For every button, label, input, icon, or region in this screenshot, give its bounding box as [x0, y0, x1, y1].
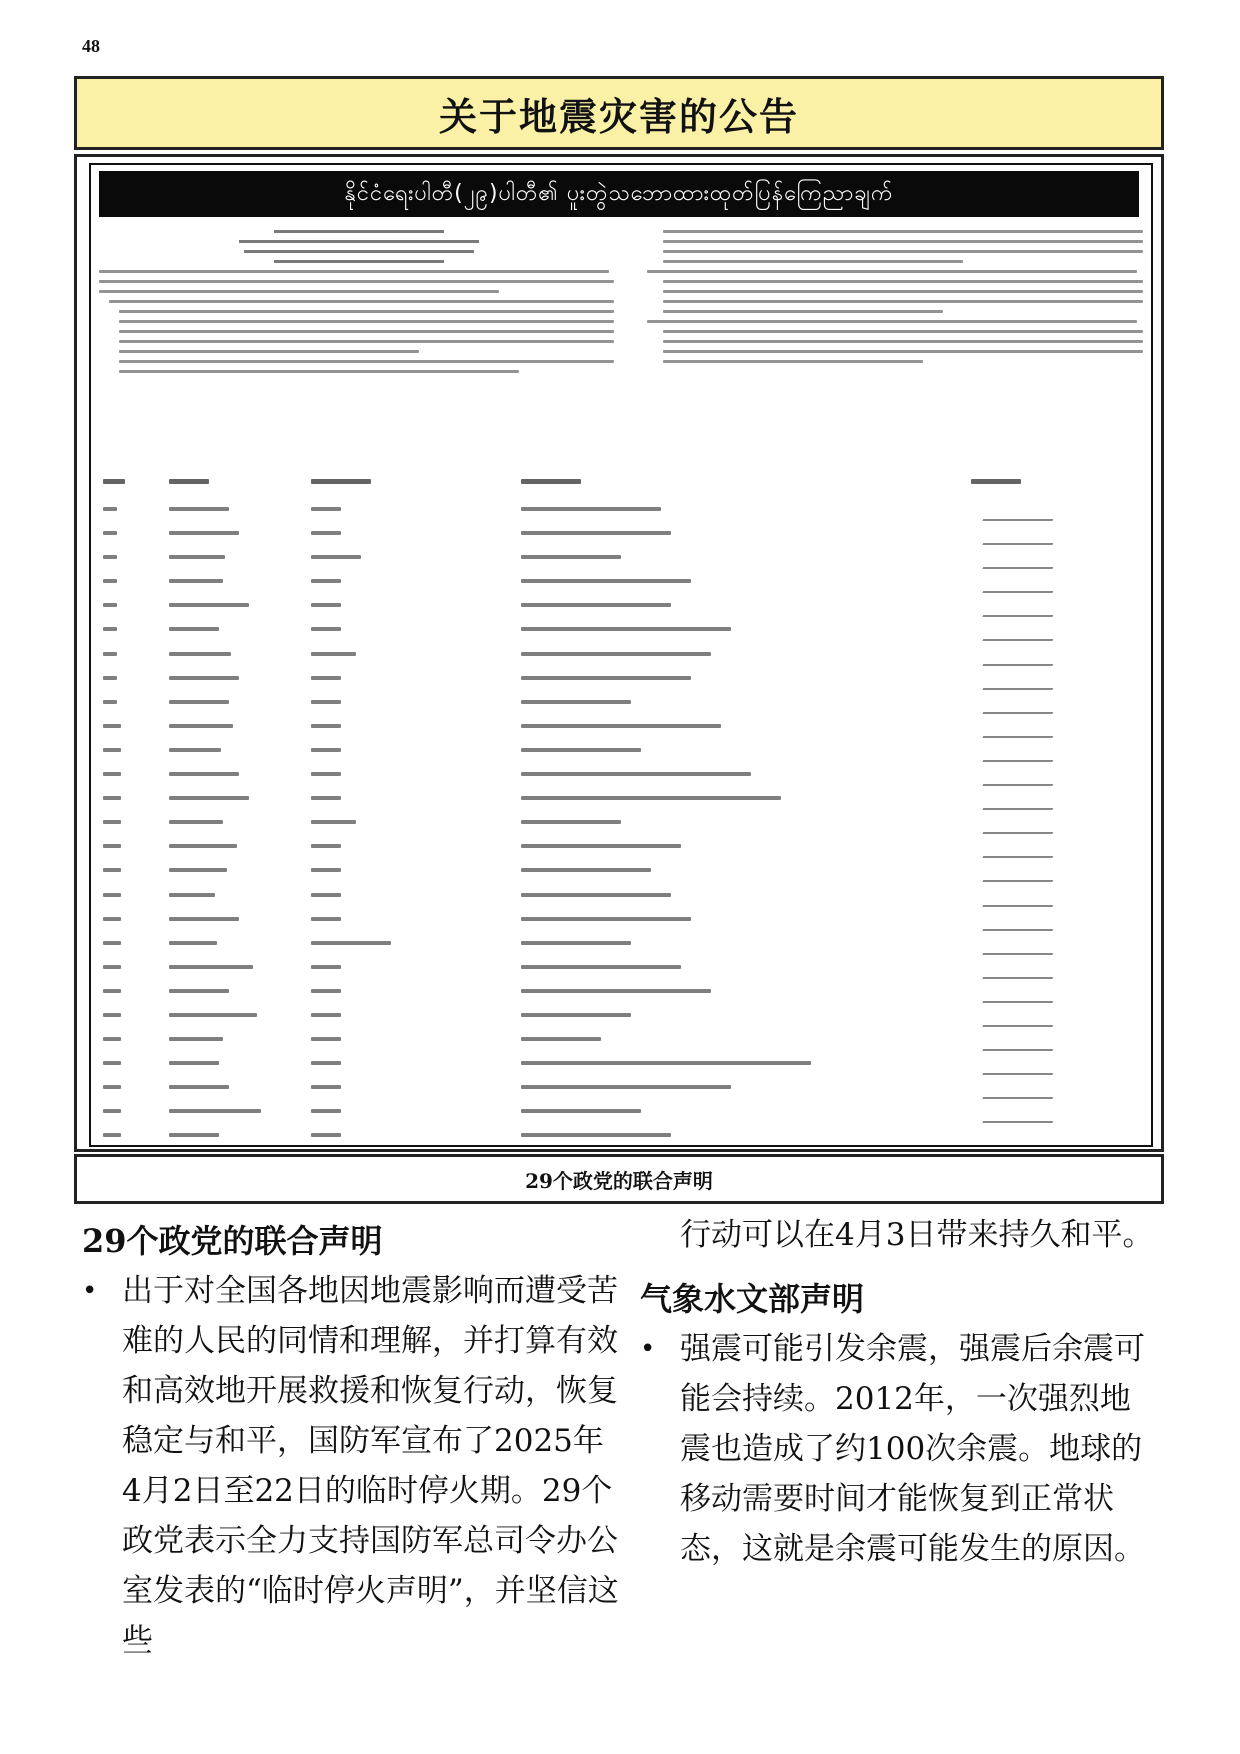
figure-caption: 29个政党的联合声明: [525, 1168, 713, 1193]
signature-mark: [982, 1103, 1061, 1123]
signature-mark: [982, 694, 1061, 714]
page-title: 关于地震灾害的公告: [438, 93, 799, 139]
scan-table-row: [91, 788, 1151, 812]
scan-table-row: [91, 812, 1151, 836]
signature-mark: [982, 549, 1061, 569]
section-heading-meteorology: 气象水文部声明: [640, 1280, 865, 1318]
scan-table-row: [91, 1125, 1151, 1147]
scan-table-row: [91, 1053, 1151, 1077]
scan-table-row: [91, 981, 1151, 1005]
signature-mark: [982, 959, 1061, 979]
bullet-icon: •: [640, 1334, 656, 1364]
signature-mark: [982, 790, 1061, 810]
signature-mark: [982, 1055, 1061, 1075]
scan-table-row: [91, 499, 1151, 523]
scan-table-row: [91, 909, 1151, 933]
article-left-column: [82, 1210, 622, 1666]
scan-table-row: [91, 860, 1151, 884]
signature-mark: [982, 718, 1061, 738]
signature-mark: [982, 525, 1061, 545]
scan-table-row: [91, 1101, 1151, 1125]
scanned-statement-image: [74, 154, 1164, 1152]
scan-table-row: [91, 764, 1151, 788]
scan-table-row: [91, 619, 1151, 643]
bullet-item-meteorology: [640, 1324, 1160, 1574]
signature-mark: [982, 597, 1061, 617]
scan-table-row: [91, 836, 1151, 860]
scan-table-row: [91, 1029, 1151, 1053]
scan-table-row: [91, 1005, 1151, 1029]
scan-table-row: [91, 933, 1151, 957]
scan-table-header: [91, 479, 1151, 497]
signature-mark: [982, 621, 1061, 641]
figure-caption-box: [74, 1154, 1164, 1204]
signature-mark: [982, 742, 1061, 762]
bullet-text-joint-statement: 出于对全国各地因地震影响而遭受苦难的人民的同情和理解，并打算有效和高效地开展救援和恢复行动，恢复稳定与和平，国防军宣布了2025年4月2日至22日的临时停火期。29个政党表示全力支持国防军总司令办公室发表的“临时停火声明”，并坚信这些: [122, 1273, 619, 1659]
scan-table-row: [91, 644, 1151, 668]
signature-mark: [982, 646, 1061, 666]
signature-mark: [982, 911, 1061, 931]
scan-intro-right-column: [647, 223, 1143, 370]
scan-table-row: [91, 716, 1151, 740]
bullet-item-joint-statement: [82, 1266, 622, 1666]
scan-table-row: [91, 740, 1151, 764]
scan-table-rows: [91, 499, 1151, 1147]
scan-intro-left-column: [99, 223, 619, 380]
signature-mark: [982, 814, 1061, 834]
signature-mark: [982, 1079, 1061, 1099]
signature-mark: [982, 838, 1061, 858]
signature-mark: [982, 1031, 1061, 1051]
signature-mark: [982, 670, 1061, 690]
scan-table-row: [91, 885, 1151, 909]
title-banner: [74, 76, 1164, 150]
signature-mark: [982, 862, 1061, 882]
signature-mark: [982, 1007, 1061, 1027]
signature-mark: [982, 887, 1061, 907]
scan-table-row: [91, 523, 1151, 547]
scan-table-row: [91, 668, 1151, 692]
article-right-column: [640, 1210, 1160, 1574]
signature-mark: [982, 573, 1061, 593]
bullet-icon: •: [82, 1276, 98, 1306]
scan-header: နိုင်ငံရေးပါတီ(၂၉)ပါတီ၏ ပူးတွဲသဘောထားထုတ်ပြန်ကြေညာချက်: [99, 171, 1139, 217]
bullet-continuation-text: 行动可以在4月3日带来持久和平。: [680, 1217, 1154, 1253]
scan-table-row: [91, 957, 1151, 981]
page-number: 48: [82, 36, 100, 56]
signature-mark: [982, 983, 1061, 1003]
scanned-document: [89, 163, 1153, 1147]
section-heading-joint-statement: 29个政党的联合声明: [82, 1222, 383, 1260]
signature-mark: [982, 501, 1061, 521]
scan-table-row: [91, 571, 1151, 595]
signature-mark: [982, 1127, 1061, 1147]
scan-table-row: [91, 1077, 1151, 1101]
bullet-text-meteorology: 强震可能引发余震，强震后余震可能会持续。2012年，一次强烈地震也造成了约100次余震。地球的移动需要时间才能恢复到正常状态，这就是余震可能发生的原因。: [680, 1331, 1145, 1567]
scan-table-row: [91, 595, 1151, 619]
signature-mark: [982, 935, 1061, 955]
scan-table-row: [91, 547, 1151, 571]
signature-mark: [982, 766, 1061, 786]
scan-table-row: [91, 692, 1151, 716]
